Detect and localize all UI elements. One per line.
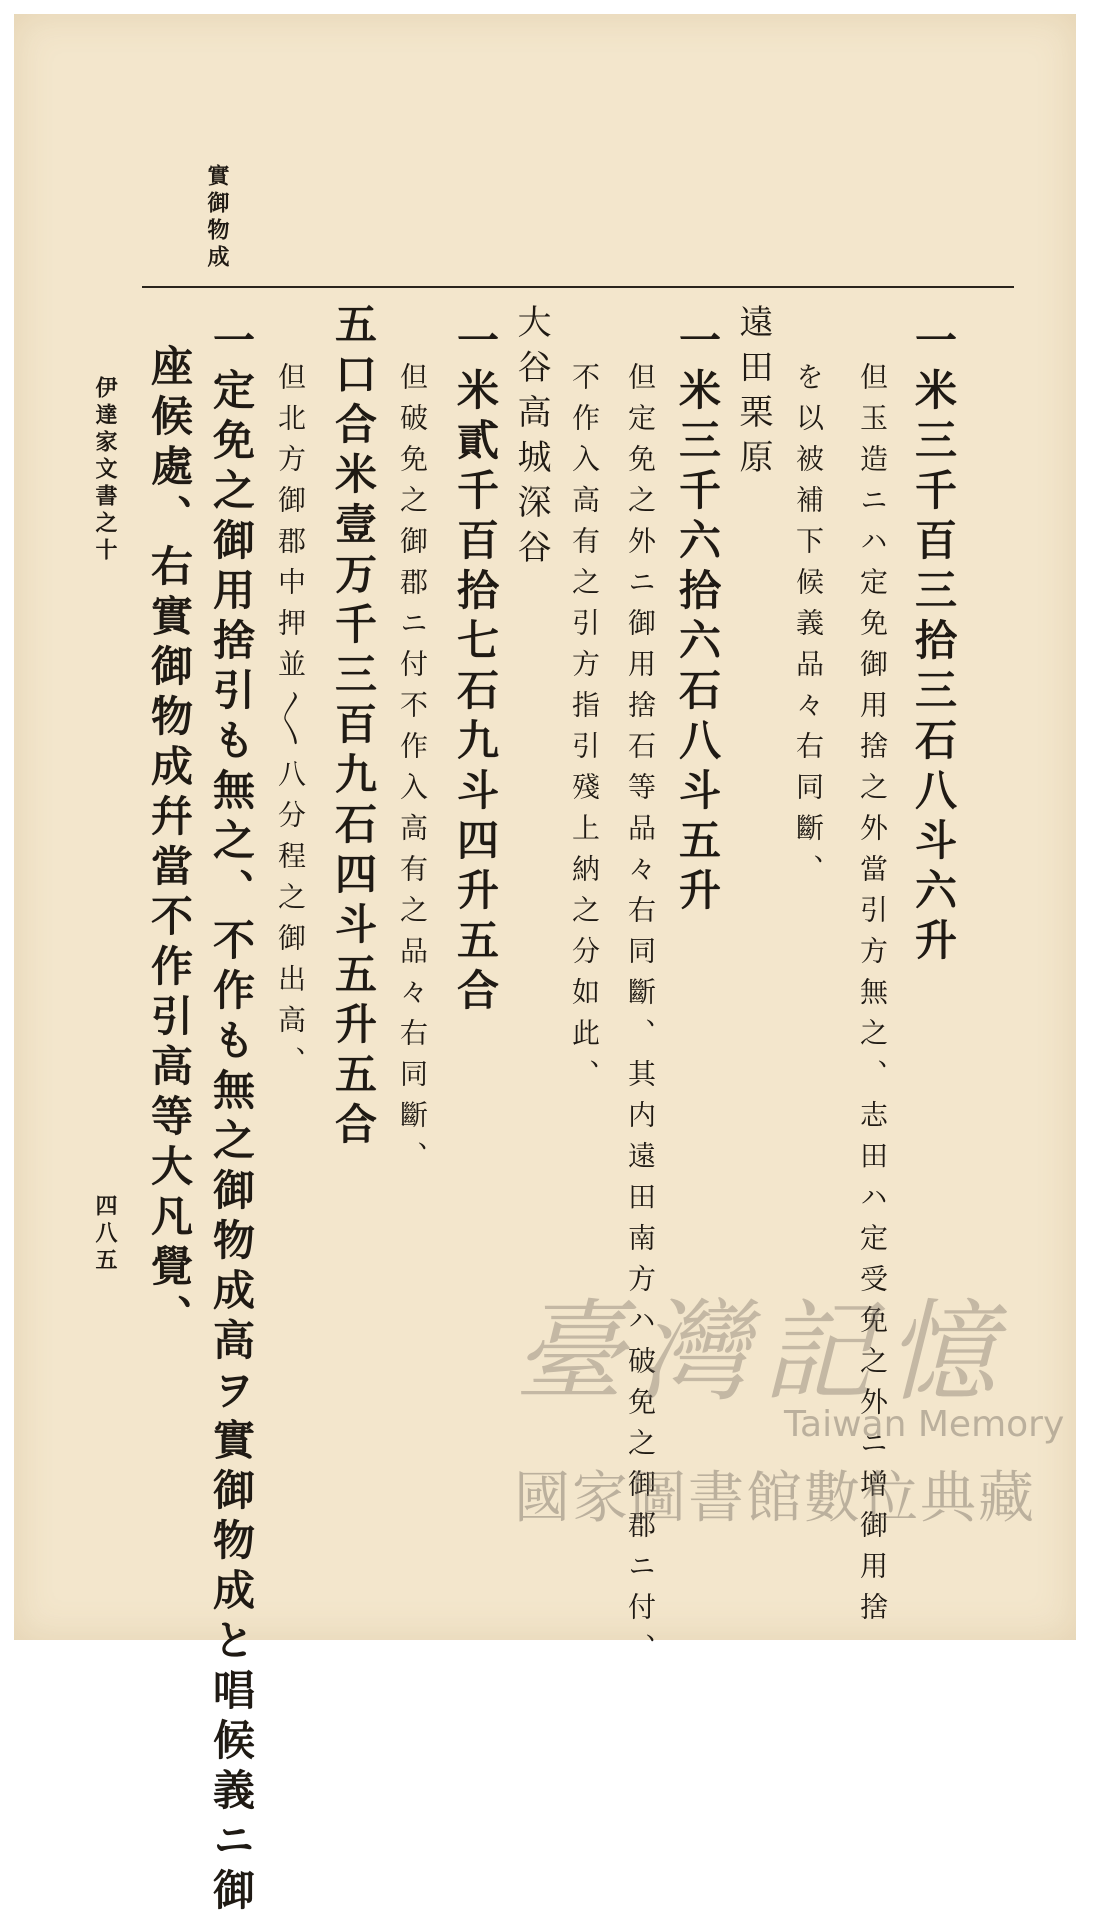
text-column-7: 不作入高有之引方指引殘上納之分如此、 bbox=[568, 362, 601, 1100]
text-column-8: 大谷高城深谷 bbox=[511, 304, 551, 574]
watermark-logo-script: 臺灣記憶 bbox=[514, 1288, 1010, 1416]
watermark bbox=[514, 1264, 1065, 1531]
page-number: 四八五 bbox=[92, 1194, 118, 1275]
text-column-10: 但破免之御郡ニ付不作入高有之品々右同斷、 bbox=[396, 362, 429, 1182]
text-column-6: 但定免之外ニ御用捨石等品々右同斷、其内遠田南方ハ破免之御郡ニ付、 bbox=[624, 362, 657, 1674]
text-column-4: 遠田栗原 bbox=[733, 304, 773, 484]
text-column-9: 一米貳千百拾七石九斗四升五合 bbox=[451, 318, 500, 1018]
document-page bbox=[14, 14, 1076, 1918]
text-column-5: 一米三千六拾六石八斗五升 bbox=[673, 318, 722, 918]
watermark-english: Taiwan Memory bbox=[784, 1404, 1065, 1445]
running-title: 實御物成 bbox=[204, 164, 230, 272]
text-column-11: 五口合米壹万千三百九石四斗五升五合 bbox=[329, 302, 378, 1152]
text-column-12: 但北方御郡中押並〳〵八分程之御出高、 bbox=[274, 362, 307, 1087]
text-column-14: 座候處、右實御物成幷當不作引高等大凡覺、 bbox=[145, 344, 194, 1344]
book-title: 伊達家文書之十 bbox=[92, 376, 118, 565]
text-column-13: 一定免之御用捨引も無之、不作も無之御物成高ヲ實御物成と唱候義ニ御 bbox=[207, 318, 256, 1918]
text-column-3: を以被補下候義品々右同斷、 bbox=[792, 362, 825, 895]
watermark-organization: 國家圖書館數位典藏 bbox=[514, 1466, 1036, 1531]
header-rule bbox=[142, 286, 1014, 288]
text-column-2: 但玉造ニハ定免御用捨之外當引方無之、志田ハ定受免之外ニ增御用捨 bbox=[856, 362, 889, 1633]
text-column-1: 一米三千百三拾三石八斗六升 bbox=[909, 318, 958, 968]
